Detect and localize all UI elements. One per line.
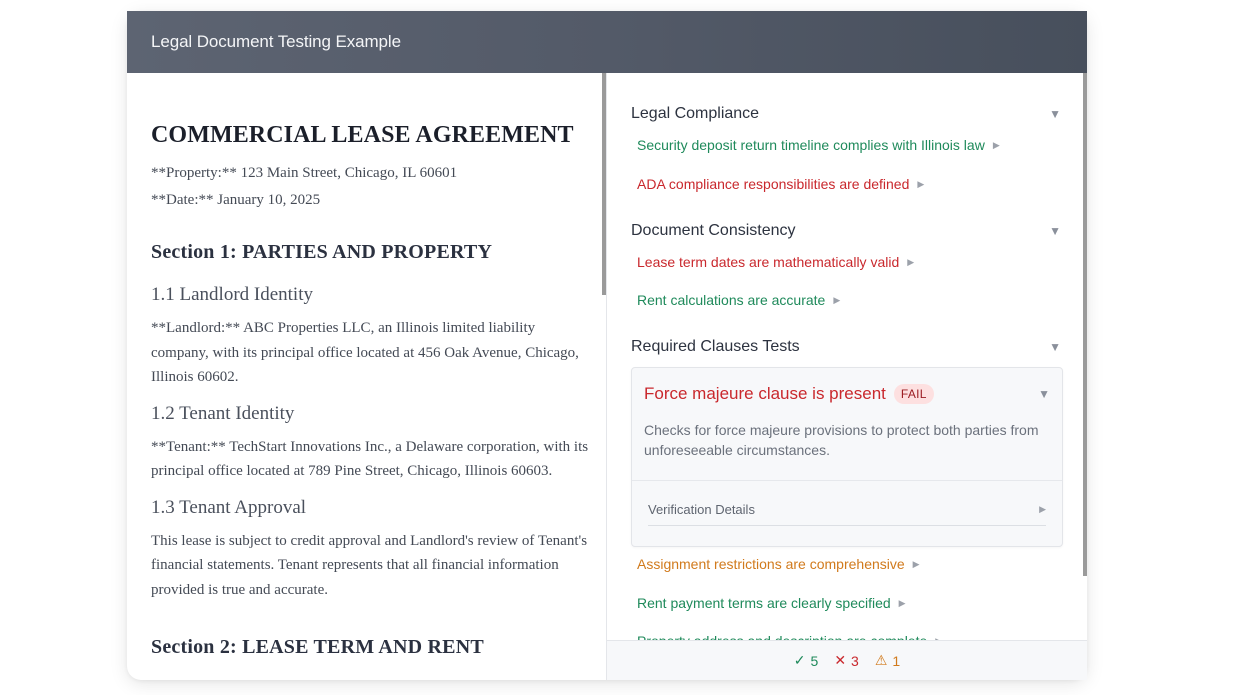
expand-icon: ▶ (833, 294, 841, 305)
test-item[interactable] (631, 554, 1063, 574)
paragraph: **Tenant:** TechStart Innovations Inc., a Delaware corporation, with its principal office located at 789 Pine Street, Chicago, Illinois 60603. (151, 438, 589, 479)
collapse-icon[interactable]: ▼ (1049, 340, 1061, 354)
test-item[interactable] (631, 252, 1063, 272)
meta-property: **Property:** 123 Main Street, Chicago, IL 60601 (151, 165, 458, 181)
pass-count: ✓ 5 (793, 652, 819, 669)
collapse-icon[interactable]: ▼ (1038, 387, 1050, 401)
x-icon: ✕ (834, 652, 847, 668)
section-heading: Section 2: LEASE TERM AND RENT (151, 636, 484, 658)
group-required-clauses[interactable] (631, 336, 1063, 358)
test-item[interactable] (631, 593, 1063, 613)
document-title: COMMERCIAL LEASE AGREEMENT (151, 122, 574, 148)
verification-details-label: Verification Details (648, 502, 755, 517)
expanded-test-header[interactable] (632, 368, 1062, 406)
test-label: Assignment restrictions are comprehensive (637, 556, 905, 572)
collapse-icon[interactable]: ▼ (1049, 224, 1061, 238)
expand-icon: ▶ (992, 139, 1000, 150)
tests-scrollbar[interactable] (1083, 73, 1087, 576)
test-item[interactable] (631, 290, 1063, 310)
section-heading: Section 1: PARTIES AND PROPERTY (151, 241, 493, 263)
app-title: Legal Document Testing Example (151, 32, 401, 51)
check-icon: ✓ (793, 652, 806, 668)
test-description: Checks for force majeure provisions to protect both parties from unforeseeable circumstances. (644, 422, 1039, 458)
summary-bar (607, 640, 1087, 680)
test-label: Lease term dates are mathematically valid (637, 254, 900, 270)
expanded-test-card (631, 367, 1063, 547)
collapse-icon[interactable]: ▼ (1049, 107, 1061, 121)
status-badge: FAIL (894, 384, 934, 404)
test-item[interactable] (631, 135, 1063, 155)
app-header (127, 11, 1087, 73)
group-document-consistency[interactable] (631, 220, 1063, 242)
fail-count: ✕ 3 (834, 652, 859, 669)
subsection-heading: 1.1 Landlord Identity (151, 284, 313, 305)
test-item[interactable] (631, 174, 1063, 194)
expand-icon: ▶ (912, 558, 920, 569)
paragraph: **Landlord:** ABC Properties LLC, an Illinois limited liability company, with its principal office located at 456 Oak Avenue, Chicago, Illinois 60602. (151, 320, 579, 385)
subsection-heading: 1.2 Tenant Identity (151, 402, 295, 424)
tests-list[interactable] (631, 73, 1063, 640)
app-window (127, 11, 1087, 680)
tests-pane (607, 73, 1087, 680)
document-pane[interactable] (127, 73, 607, 680)
expand-icon: ▶ (898, 597, 906, 608)
verification-details-toggle[interactable] (648, 494, 1046, 526)
warning-icon: ⚠ (874, 652, 888, 668)
test-label: Rent calculations are accurate (637, 292, 826, 308)
test-label: ADA compliance responsibilities are defined (637, 176, 910, 192)
subsection-heading: 1.3 Tenant Approval (151, 496, 307, 518)
document-meta (151, 160, 591, 214)
paragraph: This lease is subject to credit approval and Landlord's review of Tenant's financial statements. Tenant represents that all financial information provided is true and accurate. (151, 532, 588, 598)
meta-date: **Date:** January 10, 2025 (151, 192, 321, 208)
test-label: Rent payment terms are clearly specified (637, 595, 891, 611)
group-legal-compliance[interactable] (631, 103, 1063, 125)
group-title: Required Clauses Tests (631, 338, 800, 355)
expand-icon: ▶ (917, 178, 925, 189)
divider (632, 480, 1062, 481)
expand-icon: ▶ (907, 256, 915, 267)
document-content (151, 73, 591, 659)
expanded-test-title: Force majeure clause is present (644, 384, 886, 403)
group-title: Legal Compliance (631, 105, 760, 122)
expand-icon: ▶ (1039, 504, 1046, 514)
test-label: Security deposit return timeline complies with Illinois law (637, 137, 985, 153)
warning-count: ⚠ 1 (874, 652, 901, 669)
group-title: Document Consistency (631, 222, 796, 239)
document-scrollbar[interactable] (602, 73, 606, 295)
